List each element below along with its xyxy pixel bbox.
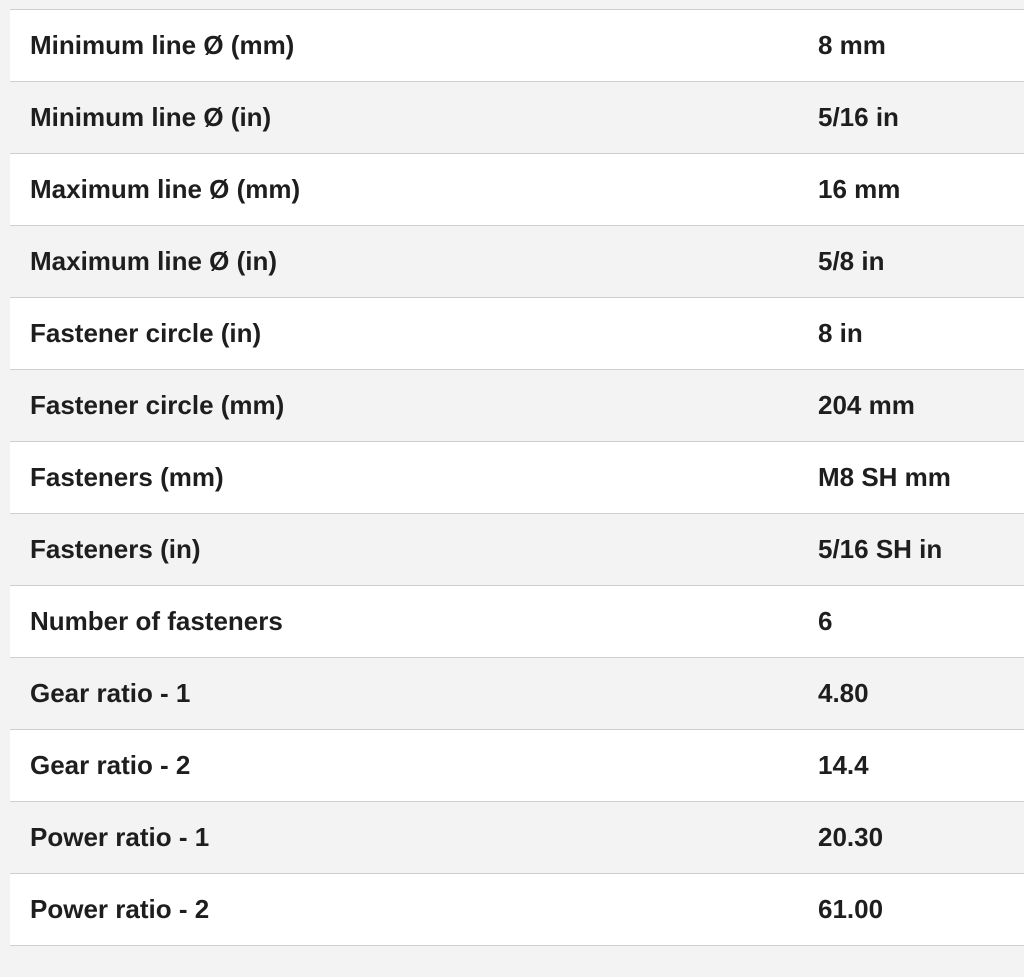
table-row (10, 874, 1024, 946)
spec-label: Maximum line Ø (in) (10, 226, 818, 298)
spec-label: Power ratio - 2 (10, 874, 818, 946)
table-row (10, 10, 1024, 82)
spec-label: Fasteners (mm) (10, 442, 818, 514)
spec-label: Fastener circle (mm) (10, 370, 818, 442)
table-row (10, 442, 1024, 514)
spec-label: Maximum line Ø (mm) (10, 154, 818, 226)
spec-value: 204 mm (818, 370, 1024, 442)
spec-value: 8 mm (818, 10, 1024, 82)
spec-value: 20.30 (818, 802, 1024, 874)
spec-value: M8 SH mm (818, 442, 1024, 514)
table-row (10, 154, 1024, 226)
table-row (10, 586, 1024, 658)
spec-value: 5/16 SH in (818, 514, 1024, 586)
spec-label: Minimum line Ø (mm) (10, 10, 818, 82)
spec-value: 4.80 (818, 658, 1024, 730)
spec-label: Number of fasteners (10, 586, 818, 658)
spec-label: Power ratio - 1 (10, 802, 818, 874)
table-row (10, 658, 1024, 730)
table-row (10, 730, 1024, 802)
spec-value: 61.00 (818, 874, 1024, 946)
spec-value: 8 in (818, 298, 1024, 370)
table-row (10, 370, 1024, 442)
spec-value: 14.4 (818, 730, 1024, 802)
table-row (10, 298, 1024, 370)
table-row (10, 514, 1024, 586)
spec-table (10, 9, 1024, 946)
table-row (10, 82, 1024, 154)
spec-value: 6 (818, 586, 1024, 658)
spec-table-body (10, 10, 1024, 946)
spec-value: 16 mm (818, 154, 1024, 226)
spec-label: Gear ratio - 2 (10, 730, 818, 802)
spec-label: Minimum line Ø (in) (10, 82, 818, 154)
spec-value: 5/16 in (818, 82, 1024, 154)
spec-label: Fasteners (in) (10, 514, 818, 586)
table-row (10, 226, 1024, 298)
spec-label: Fastener circle (in) (10, 298, 818, 370)
spec-value: 5/8 in (818, 226, 1024, 298)
table-row (10, 802, 1024, 874)
spec-label: Gear ratio - 1 (10, 658, 818, 730)
